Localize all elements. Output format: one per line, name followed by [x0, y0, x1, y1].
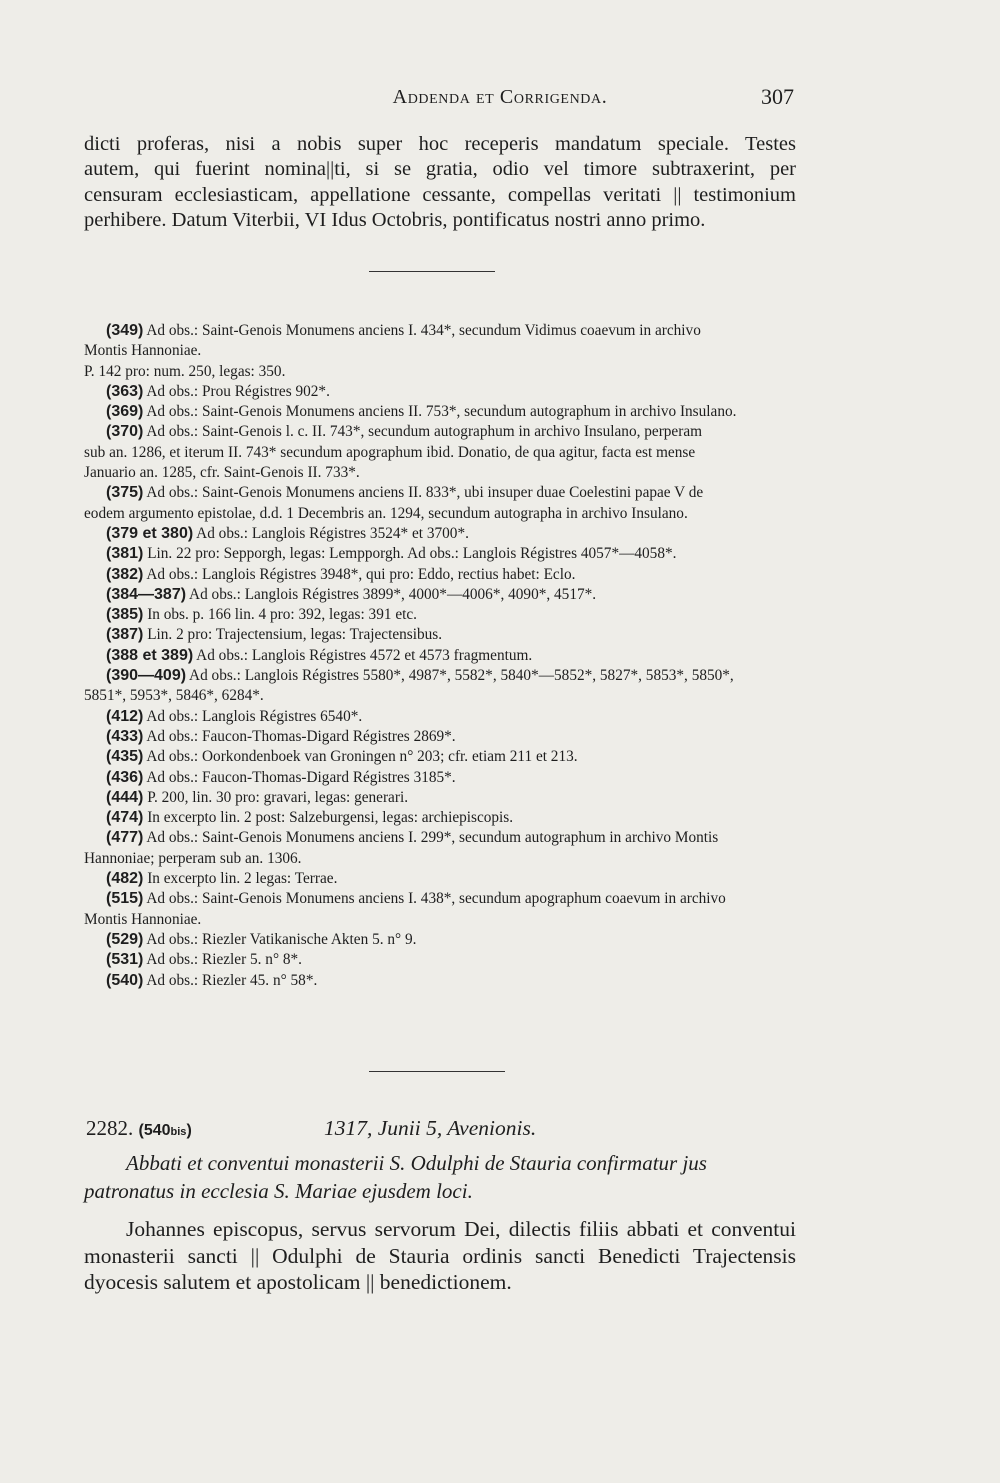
- note-line: [84, 686, 796, 706]
- note-text: P. 200, lin. 30 pro: gravari, legas: generari.: [147, 788, 409, 806]
- note-number: (477): [106, 829, 144, 847]
- divider-rule: [369, 1071, 505, 1072]
- note-text: Ad obs.: Langlois Régistres 3524* et 3700*.: [196, 524, 469, 542]
- note-text: Ad obs.: Saint-Genois l. c. II. 743*, secundum autographum in archivo Insulano, perperam: [146, 423, 703, 441]
- note-text: Ad obs.: Saint-Genois Monumens anciens II. 833*, ubi insuper duae Coelestini papae V de: [146, 484, 704, 502]
- note-number: (540): [106, 971, 144, 989]
- note-number: (375): [106, 484, 144, 502]
- note-number: (515): [106, 890, 144, 908]
- note-line: [84, 321, 796, 341]
- note-text: Ad obs.: Riezler 5. n° 8*.: [146, 951, 303, 969]
- note-line: [84, 524, 796, 544]
- note-text: Lin. 22 pro: Sepporgh, legas: Lempporgh. Ad obs.: Langlois Régistres 4057*—4058*.: [147, 545, 677, 563]
- document-sub-number: [139, 1122, 192, 1139]
- note-text: Ad obs.: Faucon-Thomas-Digard Régistres 3185*.: [146, 768, 456, 786]
- document-heading: [84, 1116, 796, 1144]
- note-number: (363): [106, 382, 144, 400]
- page-header: [0, 82, 1000, 112]
- note-text: Januario an. 1285, cfr. Saint-Genois II. 733*.: [84, 464, 360, 482]
- charter-line: dyocesis salutem et apostolicam || benedictionem.: [84, 1270, 512, 1294]
- note-line: [84, 504, 796, 524]
- note-line: [84, 544, 796, 564]
- note-line: [84, 646, 796, 666]
- note-line: [84, 443, 796, 463]
- note-number: (349): [106, 322, 144, 339]
- note-line: [84, 382, 796, 402]
- note-number: (381): [106, 545, 144, 563]
- note-text: Ad obs.: Faucon-Thomas-Digard Régistres 2869*.: [146, 727, 456, 745]
- note-number: (436): [106, 768, 144, 786]
- note-line: [84, 828, 796, 848]
- note-text: Ad obs.: Riezler 45. n° 58*.: [146, 971, 318, 989]
- note-number: (474): [106, 809, 144, 827]
- divider-rule: [369, 271, 495, 272]
- note-number: (388 et 389): [106, 646, 194, 664]
- note-number: (379 et 380): [106, 524, 194, 542]
- note-text: Ad obs.: Saint-Genois Monumens anciens I. 438*, secundum apographum coaevum in archivo: [146, 890, 726, 908]
- note-line: [84, 727, 796, 747]
- note-text: sub an. 1286, et iterum II. 743* secundum apographum ibid. Donatio, de qua agitur, facta est mense: [84, 443, 696, 461]
- document-main-number: 2282.: [86, 1116, 134, 1140]
- note-line: [84, 869, 796, 889]
- page-number: 307: [761, 84, 794, 109]
- note-line: [84, 849, 796, 869]
- charter-line: monasterii sancti || Odulphi de Stauria ordinis sancti Benedicti Trajectensis: [84, 1243, 796, 1268]
- note-line: [84, 910, 796, 930]
- note-line: [84, 341, 796, 361]
- note-number: (482): [106, 870, 144, 888]
- note-number: (370): [106, 423, 144, 441]
- note-text: Ad obs.: Langlois Régistres 4572 et 4573 fragmentum.: [196, 646, 533, 664]
- note-number: (412): [106, 707, 144, 725]
- note-text: In obs. p. 166 lin. 4 pro: 392, legas: 391 etc.: [147, 606, 417, 624]
- note-line: [84, 930, 796, 950]
- note-number: (385): [106, 606, 144, 624]
- note-line: [84, 402, 796, 422]
- note-line: [84, 666, 796, 686]
- text-line: dicti proferas, nisi a nobis super hoc receperis mandatum speciale. Testes: [84, 133, 796, 155]
- note-text: In excerpto lin. 2 legas: Terrae.: [147, 870, 338, 888]
- note-text: Hannoniae; perperam sub an. 1306.: [84, 849, 302, 867]
- note-text: Ad obs.: Langlois Régistres 3948*, qui pro: Eddo, rectius habet: Eclo.: [146, 565, 576, 583]
- note-line: [84, 788, 796, 808]
- note-number: (435): [106, 748, 144, 766]
- note-text: eodem argumento epistolae, d.d. 1 Decembris an. 1294, secundum autographa in archivo Insulano.: [84, 504, 688, 522]
- note-number: (384—387): [106, 585, 187, 603]
- note-text: 5851*, 5953*, 5846*, 6284*.: [84, 687, 264, 705]
- document-date: 1317, Junii 5, Avenionis.: [324, 1116, 537, 1140]
- note-line: [84, 585, 796, 605]
- note-line: [84, 747, 796, 767]
- regest-line: Abbati et conventui monasterii S. Odulphi de Stauria confirmatur jus: [126, 1151, 707, 1175]
- charter-line: Johannes episcopus, servus servorum Dei, dilectis filiis abbati et conventui: [126, 1217, 796, 1241]
- note-line: [84, 625, 796, 645]
- note-line: [84, 605, 796, 625]
- note-line: [84, 808, 796, 828]
- note-text: Montis Hannoniae.: [84, 910, 202, 928]
- note-text: Ad obs.: Riezler Vatikanische Akten 5. n° 9.: [146, 930, 417, 948]
- note-line: [84, 565, 796, 585]
- sub-number-text: (540: [138, 1122, 171, 1139]
- continued-text: [84, 132, 796, 233]
- note-line: [84, 889, 796, 909]
- note-line: [84, 463, 796, 483]
- sub-number-close: ): [186, 1122, 192, 1139]
- corrigenda-notes: [84, 321, 796, 991]
- note-text: Ad obs.: Saint-Genois Monumens anciens I. 434*, secundum Vidimus coaevum in archivo: [146, 322, 701, 339]
- note-line: [84, 362, 796, 382]
- note-text: Ad obs.: Saint-Genois Monumens anciens II. 753*, secundum autographum in archivo Insulano.: [146, 403, 737, 421]
- note-line: [84, 483, 796, 503]
- note-text: Ad obs.: Langlois Régistres 5580*, 4987*, 5582*, 5840*—5852*, 5827*, 5853*, 5850*,: [189, 667, 734, 685]
- note-number: (433): [106, 727, 144, 745]
- charter-text: [84, 1216, 796, 1296]
- regest-line: patronatus in ecclesia S. Mariae ejusdem loci.: [84, 1179, 473, 1203]
- note-number: (531): [106, 951, 144, 969]
- note-line: [84, 707, 796, 727]
- text-line: censuram ecclesiasticam, appellatione cessante, compellas veritati || testimonium: [84, 183, 796, 206]
- note-line: [84, 971, 796, 991]
- text-line: autem, qui fuerint nomina||ti, si se gratia, odio vel timore subtraxerint, per: [84, 158, 796, 181]
- note-line: [84, 768, 796, 788]
- note-text: Lin. 2 pro: Trajectensium, legas: Trajectensibus.: [147, 626, 443, 644]
- document-number: [86, 1116, 192, 1141]
- note-text: Ad obs.: Oorkondenboek van Groningen n° 203; cfr. etiam 211 et 213.: [146, 748, 578, 766]
- note-text: Montis Hannoniae.: [84, 342, 202, 360]
- note-number: (369): [106, 403, 144, 421]
- document-regest: [84, 1149, 796, 1205]
- note-number: (529): [106, 930, 144, 948]
- note-number: (390—409): [106, 667, 187, 685]
- note-text: In excerpto lin. 2 post: Salzeburgensi, legas: archiepiscopis.: [147, 809, 514, 827]
- running-title: Addenda et Corrigenda.: [392, 86, 608, 108]
- note-number: (382): [106, 565, 144, 583]
- note-text: Ad obs.: Prou Régistres 902*.: [146, 382, 330, 400]
- note-number: (387): [106, 626, 144, 644]
- note-number: (444): [106, 788, 144, 806]
- sub-number-sup: bis: [170, 1126, 187, 1138]
- note-text: Ad obs.: Saint-Genois Monumens anciens I. 299*, secundum autographum in archivo Montis: [146, 829, 719, 847]
- note-text: P. 142 pro: num. 250, legas: 350.: [84, 362, 286, 380]
- text-line: perhibere. Datum Viterbii, VI Idus Octobris, pontificatus nostri anno primo.: [84, 208, 706, 231]
- note-line: [84, 950, 796, 970]
- note-text: Ad obs.: Langlois Régistres 6540*.: [146, 707, 363, 725]
- note-line: [84, 422, 796, 442]
- note-text: Ad obs.: Langlois Régistres 3899*, 4000*—4006*, 4090*, 4517*.: [189, 585, 597, 603]
